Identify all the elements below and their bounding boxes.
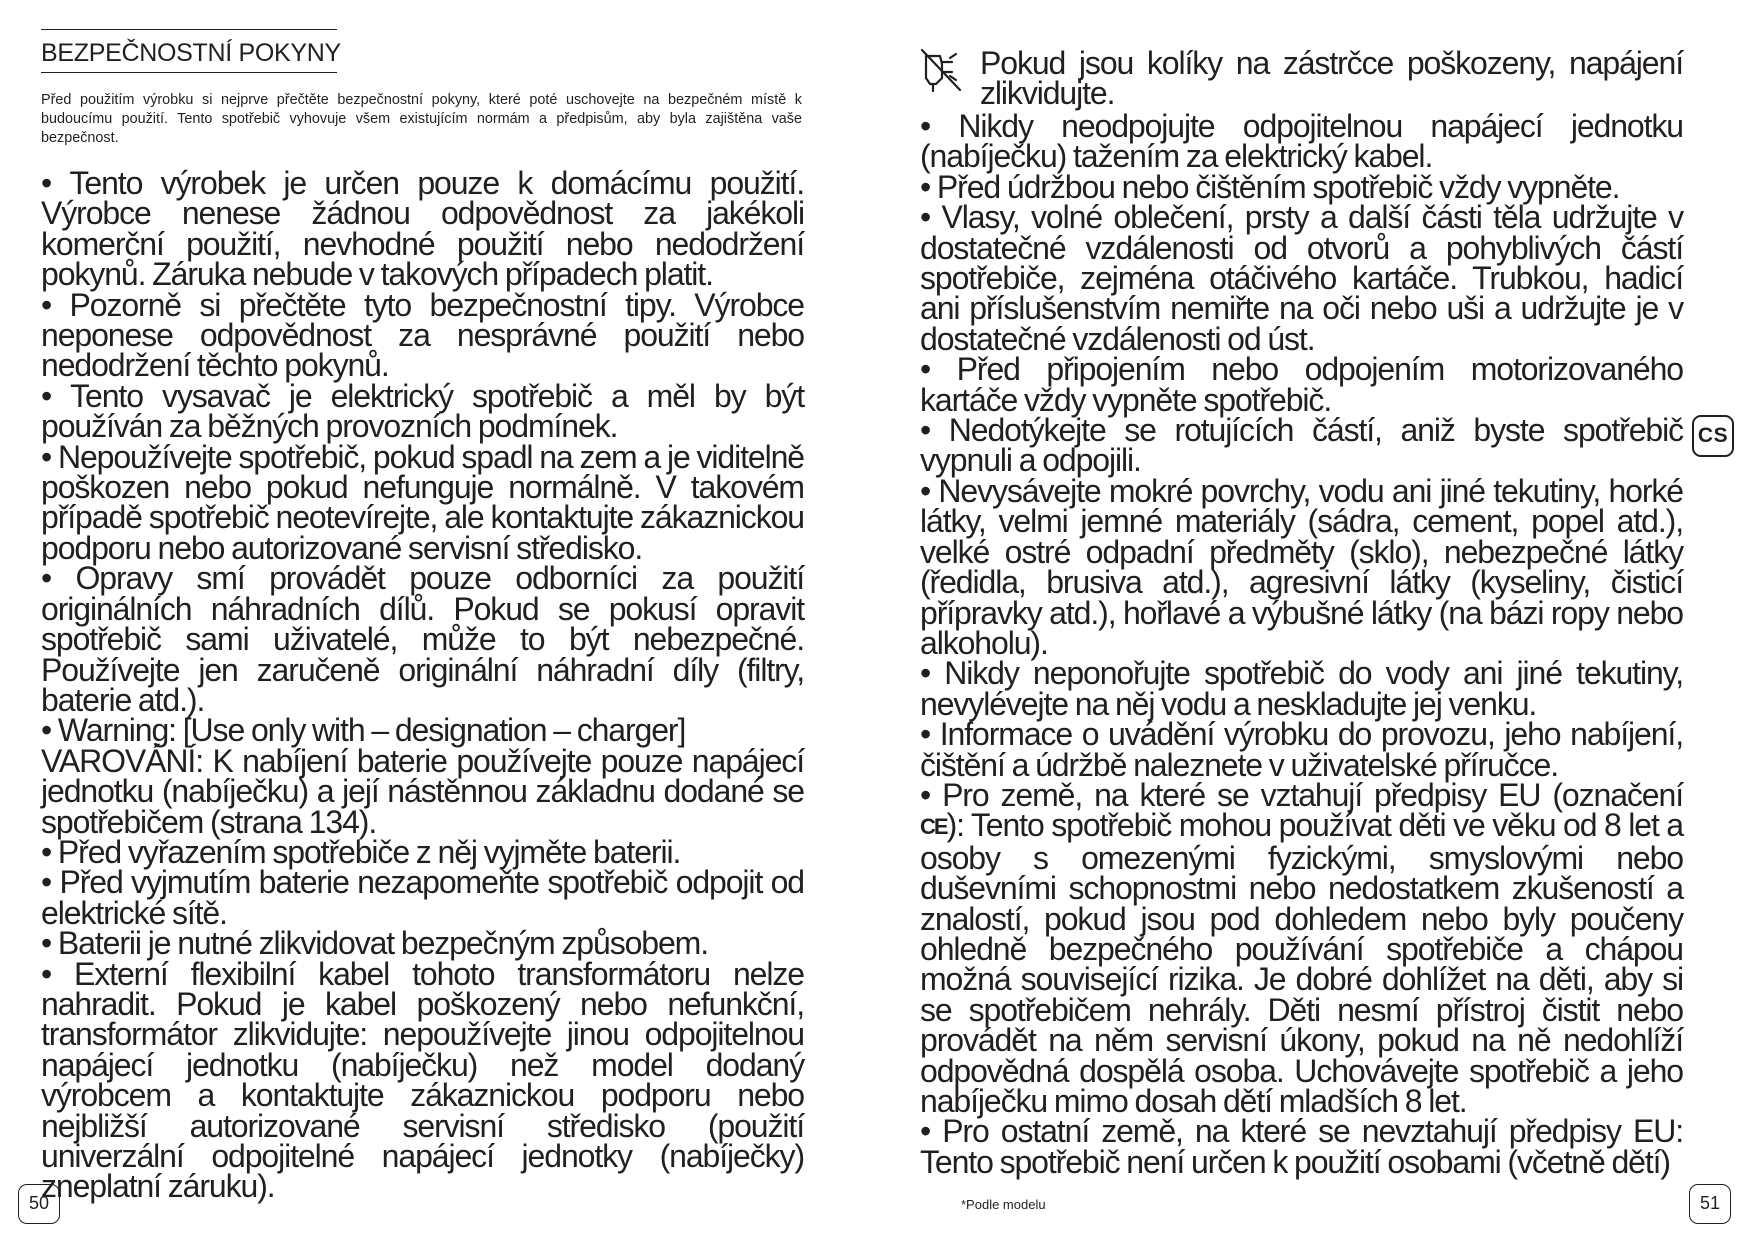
damaged-plug-text: Pokud jsou kolíky na zástrčce poškozeny, napájení zlikvidujte.	[980, 45, 1683, 112]
damaged-plug-item	[920, 45, 1683, 112]
safety-item: • Pozorně si přečtěte tyto bezpečnostní tipy. Výrobce neponese odpovědnost za nesprávné použití nebo nedodržení těchto pokynů.	[41, 290, 804, 381]
left-page	[0, 0, 874, 1241]
section-header	[41, 29, 341, 73]
safety-item: • Opravy smí provádět pouze odborníci za použití originálních náhradních dílů. Pokud se pokusí opravit spotřebič sami uživatelé, může to být nebezpečné. Používejte jen zaručeně originální náhradní díly (filtry, baterie atd.).	[41, 563, 804, 715]
safety-item: • Tento výrobek je určen pouze k domácímu použití. Výrobce nenese žádnou odpovědnost za jakékoli komerční použití, nevhodné použití nebo nedodržení pokynů. Záruka nebude v takových případech platit.	[41, 168, 804, 290]
right-page	[874, 0, 1749, 1241]
safety-item: • Tento vysavač je elektrický spotřebič a měl by být používán za běžných provozních podmínek.	[41, 381, 804, 442]
safety-item: • Před údržbou nebo čištěním spotřebič vždy vypněte.	[920, 172, 1683, 202]
safety-item: • Externí flexibilní kabel tohoto transformátoru nelze nahradit. Pokud je kabel poškozený nebo nefunkční, transformátor zlikvidujte: nepoužívejte jinou odpojitelnou napájecí jednotku (nabíječku) než model dodaný výrobcem a kontaktujte zákaznickou podporu nebo nejbližší autorizované servisní středisko (použití univerzální odpojitelné napájecí jednotky (nabíječky) zneplatní záruku).	[41, 959, 804, 1202]
safety-item: • Nedotýkejte se rotujících částí, aniž byste spotřebič vypnuli a odpojili.	[920, 415, 1683, 476]
safety-instructions-left	[41, 165, 804, 1205]
safety-item: • Informace o uvádění výrobku do provozu, jeho nabíjení, čištění a údržbě naleznete v uživatelské příručce.	[920, 719, 1683, 780]
safety-item: • Vlasy, volné oblečení, prsty a další části těla udržujte v dostatečné vzdálenosti od otvorů a pohyblivých částí spotřebiče, zejména otáčivého kartáče. Trubkou, hadicí ani příslušenstvím nemiřte na oči nebo uši a udržujte je v dostatečné vzdálenosti od úst.	[920, 202, 1683, 354]
safety-item: • Nikdy neponořujte spotřebič do vody ani jiné tekutiny, nevylévejte na něj vodu a neskladujte jej venku.	[920, 658, 1683, 719]
safety-item: • Nepoužívejte spotřebič, pokud spadl na zem a je viditelně poškozen nebo pokud nefunguje normálně. V takovém případě spotřebič neotevírejte, ale kontaktujte zákaznickou podporu nebo autorizované servisní středisko.	[41, 442, 804, 564]
footnote: *Podle modelu	[961, 1197, 1046, 1212]
language-badge: CS	[1692, 415, 1734, 457]
ce-mark: CE	[920, 814, 947, 840]
safety-item: • Warning: [Use only with – designation – charger]	[41, 715, 804, 745]
safety-item: • Baterii je nutné zlikvidovat bezpečným způsobem.	[41, 928, 804, 958]
safety-item: • Před připojením nebo odpojením motorizovaného kartáče vždy vypněte spotřebič.	[920, 354, 1683, 415]
safety-item: • Před vyjmutím baterie nezapomeňte spotřebič odpojit od elektrické sítě.	[41, 867, 804, 928]
eu-suffix: ): Tento spotřebič mohou používat děti ve věku od 8 let a osoby s omezenými fyzickými, smyslovými nebo duševními schopnostmi nebo nedostatkem zkušeností a znalostí, pokud jsou pod dohledem nebo byly poučeny ohledně bezpečného používání spotřebiče a chápou možná související rizika. Je dobré dohlížet na děti, aby si se spotřebičem nehrály. Děti nesmí přístroj čistit nebo provádět na něm servisní úkony, pokud na ně nedohlíží odpovědná dospělá osoba. Uchovávejte spotřebič a jeho nabíječku mimo dosah dětí mladších 8 let.	[920, 807, 1683, 1119]
intro-text: Před použitím výrobku si nejprve přečtěte bezpečnostní pokyny, které poté uschovejte na bezpečném místě k budoucímu použití. Tento spotřebič vyhovuje všem existujícím normám a předpisům, aby byla zajištěna vaše bezpečnost.	[41, 92, 802, 146]
safety-item: • Nikdy neodpojujte odpojitelnou napájecí jednotku (nabíječku) tažením za elektrický kabel.	[920, 111, 1683, 172]
page-number: 51	[1689, 1184, 1731, 1224]
eu-countries-item	[920, 776, 1683, 1119]
warning-text: VAROVÁNÍ: K nabíjení baterie používejte pouze napájecí jednotku (nabíječku) a její nástěnnou základnu dodané se spotřebičem (strana 134).	[41, 742, 804, 840]
safety-item: • Nevysávejte mokré povrchy, vodu ani jiné tekutiny, horké látky, velmi jemné materiály (sádra, cement, popel atd.), velké ostré odpadní předměty (sklo), nebezpečné látky (ředidla, brusiva atd.), agresivní látky (kyseliny, čisticí přípravky atd.), hořlavé a výbušné látky (na bázi ropy nebo alkoholu).	[920, 476, 1683, 658]
eu-prefix: Pro země, na které se vztahují předpisy EU (označení	[942, 776, 1683, 813]
safety-item: • Před vyřazením spotřebiče z něj vyjměte baterii.	[41, 837, 804, 867]
non-eu-countries-item: • Pro ostatní země, na které se nevztahují předpisy EU: Tento spotřebič není určen k použití osobami (včetně dětí)	[920, 1116, 1683, 1177]
page-number: 50	[18, 1184, 60, 1224]
page-title: BEZPEČNOSTNÍ POKYNY	[41, 39, 341, 67]
safety-instructions-right	[920, 108, 1683, 1180]
damaged-plug-icon	[920, 48, 966, 92]
